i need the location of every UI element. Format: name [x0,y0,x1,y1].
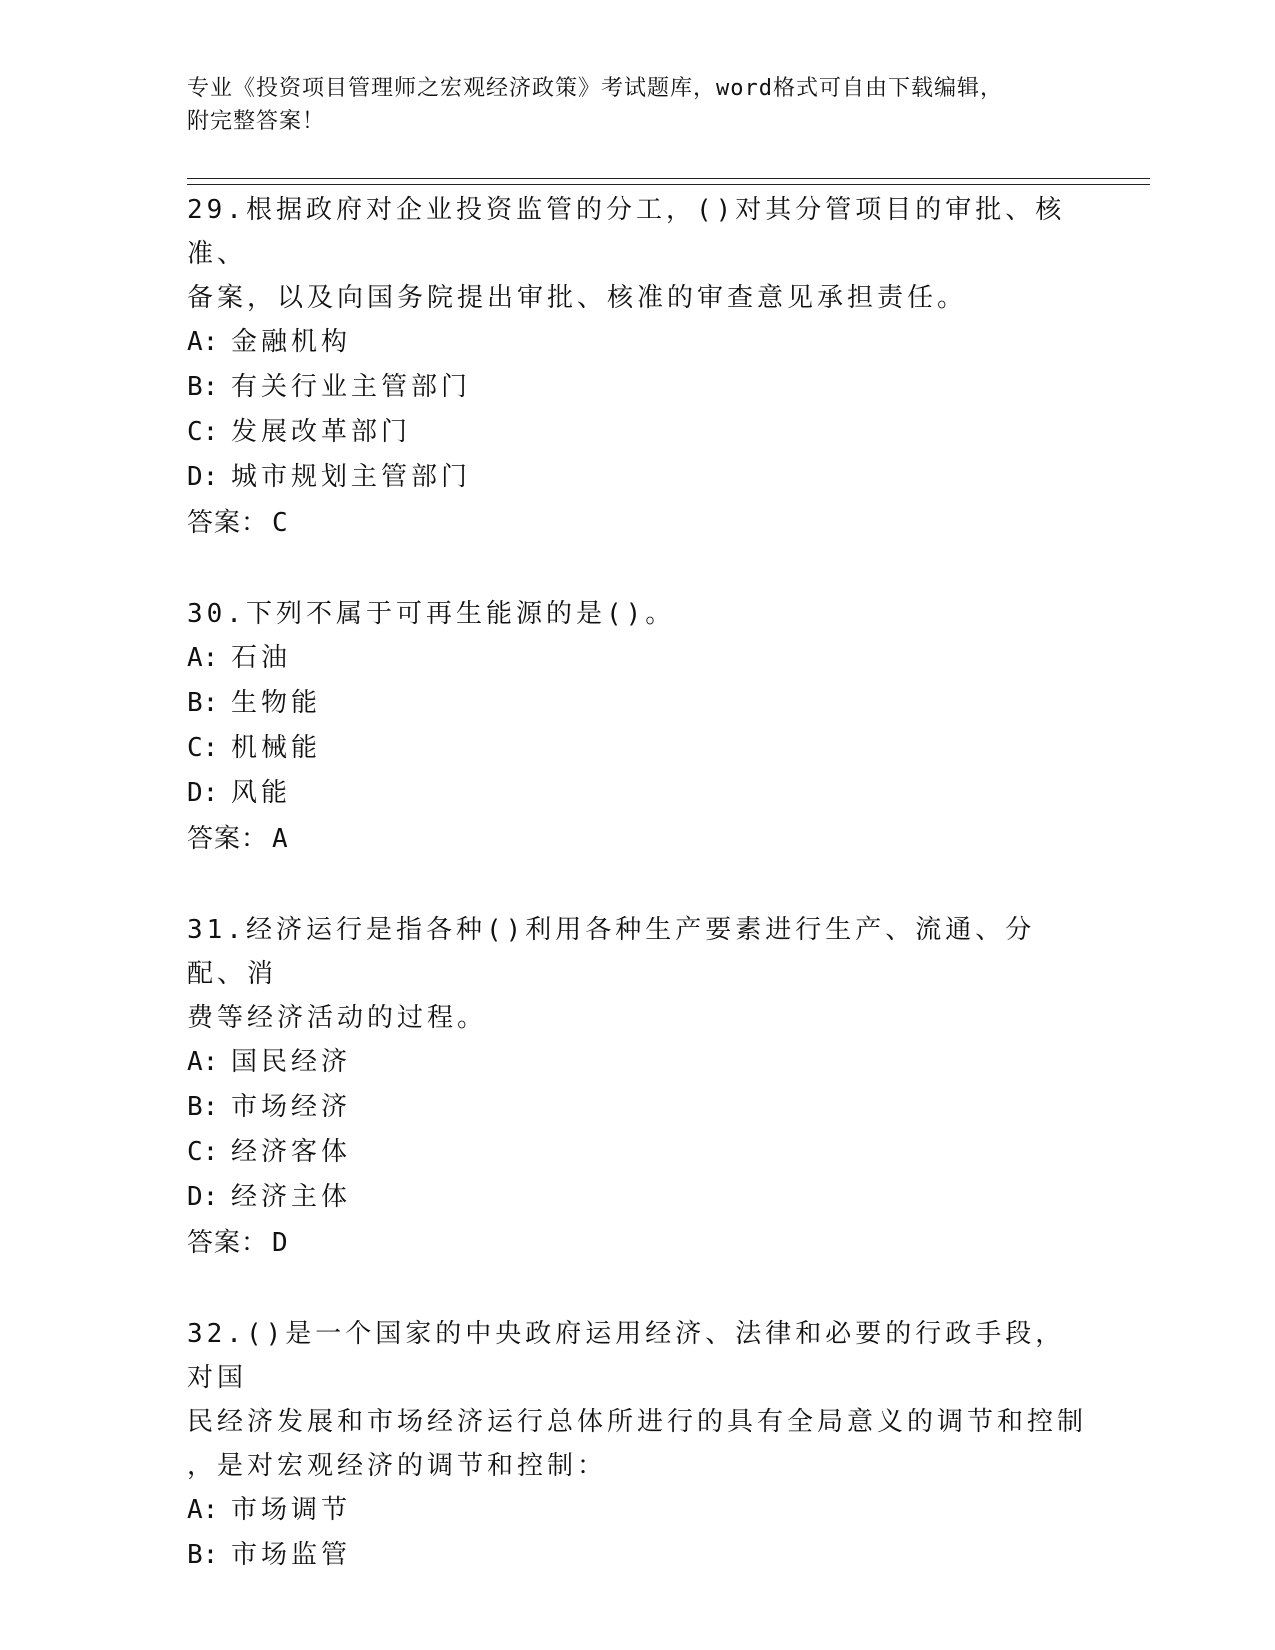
option-text: 国民经济 [231,1047,352,1077]
option-text: 市场经济 [231,1092,352,1122]
answer-label: 答案： [187,824,269,854]
stem-line: 31.经济运行是指各种()利用各种生产要素进行生产、流通、分配、消 [187,915,1036,989]
option-d [187,771,1087,816]
option-key: A: [187,643,219,673]
answer-label: 答案： [187,1228,269,1258]
question-32 [187,1312,1087,1578]
option-text: 生物能 [231,688,322,718]
question-stem [187,188,1087,320]
question-stem [187,1312,1087,1488]
stem-line: 32.()是一个国家的中央政府运用经济、法律和必要的行政手段，对国 [187,1319,1066,1393]
option-key: B: [187,1092,219,1122]
stem-line: 民经济发展和市场经济运行总体所进行的具有全局意义的调节和控制 [187,1407,1088,1437]
option-key: C: [187,733,219,763]
answer-value: A [272,824,289,854]
option-key: C: [187,1137,219,1167]
answer-label: 答案： [187,508,269,538]
question-stem [187,908,1087,1040]
answer [187,500,1087,546]
option-b [187,365,1087,410]
stem-line: 29.根据政府对企业投资监管的分工，()对其分管项目的审批、核准、 [187,195,1066,269]
option-b [187,681,1087,726]
option-key: D: [187,778,219,808]
option-text: 经济主体 [231,1182,352,1212]
option-text: 石油 [231,643,292,673]
option-d [187,1175,1087,1220]
option-key: D: [187,1182,219,1212]
option-key: B: [187,1540,219,1570]
option-c [187,726,1087,771]
option-a [187,636,1087,681]
option-text: 城市规划主管部门 [231,462,472,492]
option-text: 市场监管 [231,1540,352,1570]
answer-value: D [272,1228,289,1258]
stem-line: 30.下列不属于可再生能源的是()。 [187,599,676,629]
option-text: 有关行业主管部门 [231,372,472,402]
option-key: A: [187,1047,219,1077]
option-key: B: [187,372,219,402]
question-29 [187,188,1087,546]
option-key: C: [187,417,219,447]
option-c [187,1130,1087,1175]
stem-line: 备案，以及向国务院提出审批、核准的审查意见承担责任。 [187,283,968,313]
option-a [187,1040,1087,1085]
option-key: B: [187,688,219,718]
stem-line: ，是对宏观经济的调节和控制： [187,1451,608,1481]
option-text: 市场调节 [231,1495,352,1525]
answer [187,1220,1087,1266]
header-divider [187,178,1150,185]
option-text: 金融机构 [231,327,352,357]
answer-value: C [272,508,289,538]
option-key: A: [187,327,219,357]
option-text: 发展改革部门 [231,417,412,447]
stem-line: 费等经济活动的过程。 [187,1003,488,1033]
option-b [187,1085,1087,1130]
option-a [187,320,1087,365]
question-30 [187,592,1087,862]
option-a [187,1488,1087,1533]
option-text: 机械能 [231,733,322,763]
option-key: A: [187,1495,219,1525]
answer [187,816,1087,862]
document-header [187,72,1087,138]
option-key: D: [187,462,219,492]
question-31 [187,908,1087,1266]
option-text: 经济客体 [231,1137,352,1167]
option-b [187,1533,1087,1578]
question-stem [187,592,1087,636]
option-text: 风能 [231,778,292,808]
option-c [187,410,1087,455]
option-d [187,455,1087,500]
header-line-1: 专业《投资项目管理师之宏观经济政策》考试题库，word格式可自由下载编辑， [187,76,1003,101]
question-list [187,188,1087,1624]
header-line-2: 附完整答案！ [187,109,326,134]
